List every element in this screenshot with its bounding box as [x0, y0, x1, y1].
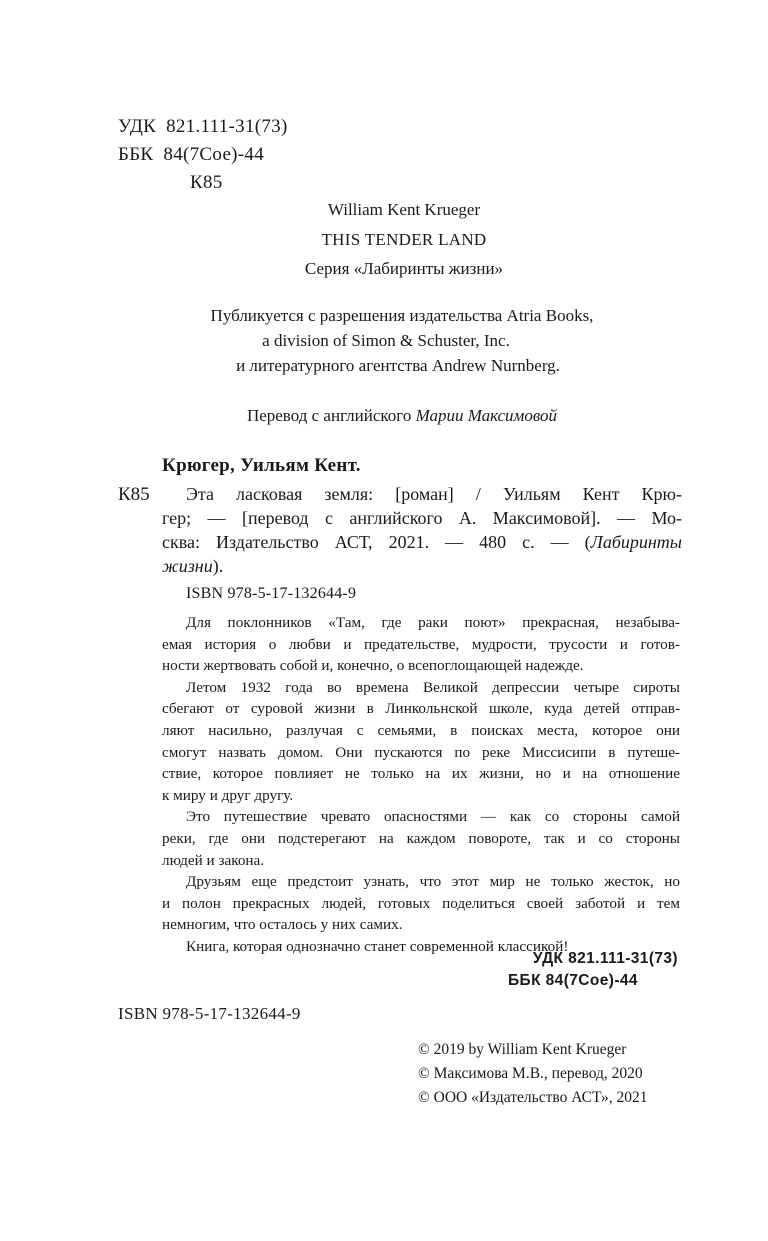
copyright-block [418, 1038, 648, 1110]
translator-name: Марии Максимовой [415, 406, 558, 425]
annotation-line: сбегают от суровой жизни в Линкольнской школе, куда детей отправ- [162, 700, 680, 718]
author-mark-top: К85 [190, 172, 223, 193]
udk-code: 821.111-31(73) [166, 116, 288, 137]
udk-classification [118, 116, 288, 138]
rights-line: и литературного агентства Andrew Nurnberg. [236, 356, 560, 375]
biblio-line [162, 530, 682, 554]
annotation-line: емая история о любви и предательстве, мудрости, трусости и готов- [162, 635, 680, 653]
annotation [162, 612, 680, 958]
annotation-line: к миру и друг другу. [162, 786, 294, 804]
series-italic: Лабиринты [590, 532, 682, 552]
series-italic: жизни [162, 556, 213, 576]
annotation-line: реки, где они подстерегают на каждом повороте, так и со стороны [162, 829, 680, 847]
annotation-line: Книга, которая однозначно станет современной классикой! [186, 937, 569, 955]
bbk-label: ББК [118, 144, 154, 165]
biblio-line: Эта ласковая земля: [роман] / Уильям Кент Крю- [186, 484, 682, 504]
annotation-paragraph [162, 806, 680, 871]
author-mark: К85 [118, 484, 150, 505]
udk-classification-bottom: УДК 821.111-31(73) [532, 950, 678, 967]
isbn-main: ISBN 978-5-17-132644-9 [118, 1004, 301, 1023]
annotation-line: немногим, что осталось у них самих. [162, 916, 403, 934]
udk-label: УДК [118, 116, 157, 137]
bbk-code: 84(7Сое)-44 [163, 144, 265, 165]
copyright-line: © ООО «Издательство АСТ», 2021 [418, 1089, 648, 1106]
original-title: THIS TENDER LAND [321, 230, 487, 249]
bibliographic-description [162, 482, 682, 578]
copyright-line: © Максимова М.В., перевод, 2020 [418, 1065, 643, 1082]
annotation-paragraph [162, 677, 680, 807]
original-author: William Kent Krueger [327, 200, 481, 219]
translation-prefix: Перевод с английского [246, 406, 416, 425]
annotation-line: Летом 1932 года во времена Великой депрессии четыре сироты [186, 678, 680, 696]
rights-notice [0, 303, 768, 378]
bbk-classification-bottom: ББК 84(7Сое)-44 [508, 972, 638, 989]
annotation-paragraph [162, 871, 680, 936]
biblio-line: гер; — [перевод с английского А. Максимовой]. — Мо- [162, 508, 682, 528]
annotation-line: ствие, которое повлияет не только на их жизни, но и на отношение [162, 765, 680, 783]
biblio-line-text: сква: Издательство АСТ, 2021. — 480 с. — ( [162, 532, 591, 552]
series-name: Серия «Лабиринты жизни» [304, 259, 504, 278]
biblio-line [162, 554, 682, 578]
translation-credit [0, 406, 768, 426]
annotation-paragraph [162, 612, 680, 677]
author-heading: Крюгер, Уильям Кент. [162, 455, 361, 476]
annotation-line: Друзьям еще предстоит узнать, что этот мир не только жесток, но [186, 873, 680, 891]
annotation-line: Для поклонников «Там, где раки поют» прекрасная, незабыва- [186, 614, 680, 631]
bbk-classification [118, 144, 264, 166]
copyright-line: © 2019 by William Kent Krueger [418, 1041, 627, 1058]
biblio-line-tail: ). [212, 556, 224, 576]
annotation-line: смогут назвать домом. Они пускаются по реке Миссисипи в путеше- [162, 743, 680, 761]
rights-line: a division of Simon & Schuster, Inc. [262, 331, 510, 350]
isbn-record: ISBN 978-5-17-132644-9 [186, 585, 357, 602]
annotation-line: ности жертвовать собой и, конечно, о всепоглощающей надежде. [162, 657, 584, 675]
annotation-line: людей и закона. [162, 851, 265, 869]
annotation-line: Это путешествие чревато опасностями — как со стороны самой [186, 808, 680, 826]
annotation-line: и полон прекрасных людей, готовых поделиться своей заботой и тем [162, 894, 680, 912]
annotation-line: ляют насильно, разлучая с семьями, в поисках места, которое они [162, 721, 680, 739]
rights-line: Публикуется с разрешения издательства Atria Books, [210, 306, 594, 325]
